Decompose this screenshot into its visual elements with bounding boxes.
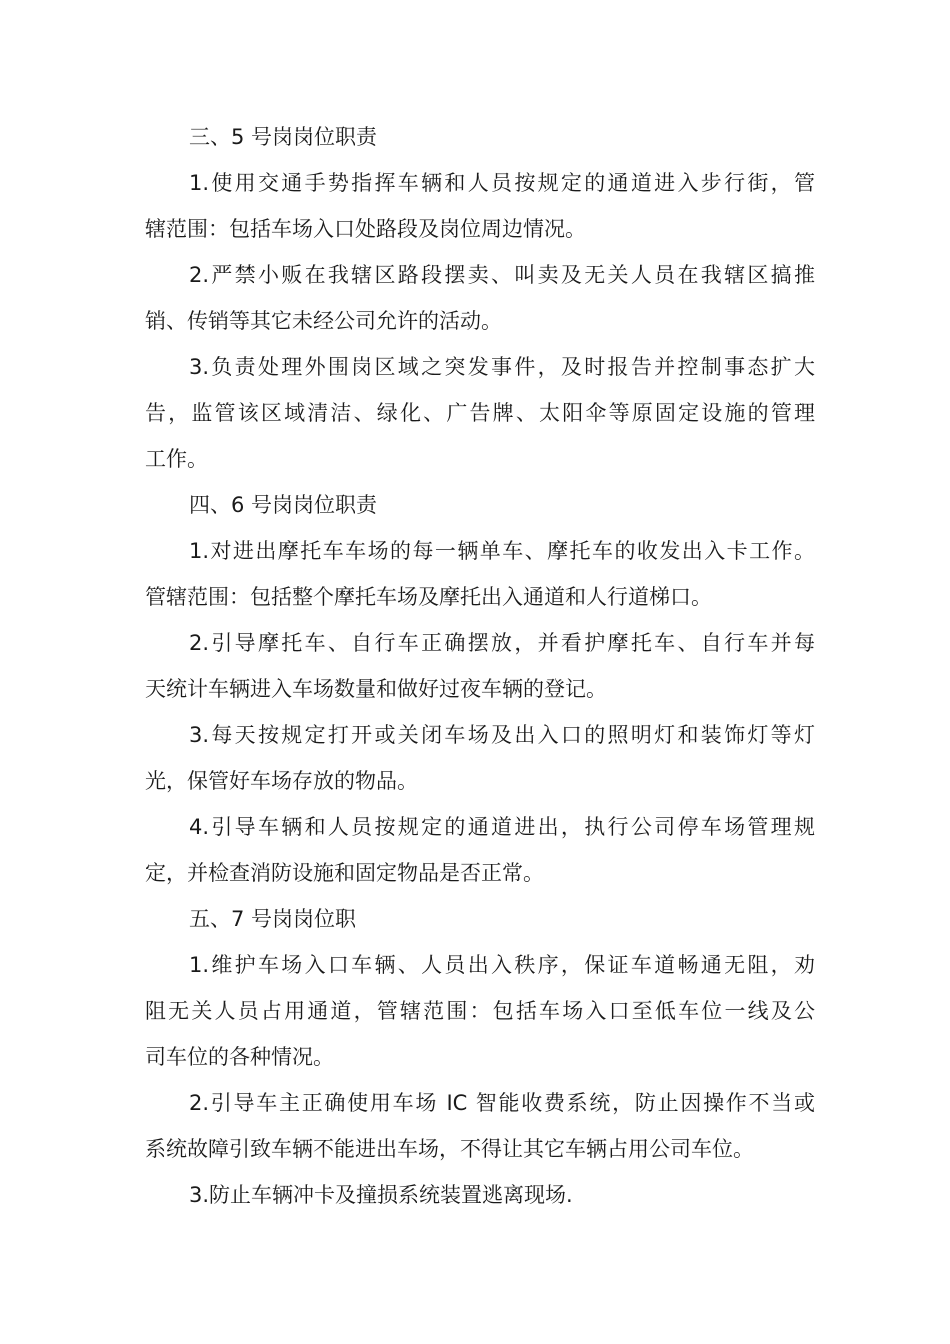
paragraph-line: 辖范围：包括车场入口处路段及岗位周边情况。 bbox=[145, 217, 586, 241]
paragraph-line: 3.负责处理外围岗区域之突发事件，及时报告并控制事态扩大 bbox=[189, 355, 815, 379]
document-body bbox=[145, 114, 815, 1218]
paragraph-line: 4.引导车辆和人员按规定的通道进出，执行公司停车场管理规 bbox=[189, 815, 815, 839]
paragraph-line: 2.严禁小贩在我辖区路段摆卖、叫卖及无关人员在我辖区搞推 bbox=[189, 263, 815, 287]
paragraph-line: 系统故障引致车辆不能进出车场，不得让其它车辆占用公司车位。 bbox=[145, 1137, 754, 1161]
paragraph-line: 告，监管该区域清洁、绿化、广告牌、太阳伞等原固定设施的管理 bbox=[145, 401, 815, 425]
paragraph-line: 1.维护车场入口车辆、人员出入秩序，保证车道畅通无阻，劝 bbox=[189, 953, 815, 977]
paragraph-line: 定，并检查消防设施和固定物品是否正常。 bbox=[145, 861, 544, 885]
paragraph-line: 3.每天按规定打开或关闭车场及出入口的照明灯和装饰灯等灯 bbox=[189, 723, 815, 747]
paragraph-line: 2.引导车主正确使用车场 IC 智能收费系统，防止因操作不当或 bbox=[189, 1091, 815, 1115]
paragraph-line: 光，保管好车场存放的物品。 bbox=[145, 769, 418, 793]
section-heading: 四、6 号岗岗位职责 bbox=[189, 493, 378, 517]
paragraph-line: 管辖范围：包括整个摩托车场及摩托出入通道和人行道梯口。 bbox=[145, 585, 712, 609]
paragraph-line: 工作。 bbox=[145, 447, 208, 471]
paragraph-line: 销、传销等其它未经公司允许的活动。 bbox=[145, 309, 502, 333]
section-heading: 五、7 号岗岗位职 bbox=[189, 907, 357, 931]
paragraph-line: 阻无关人员占用通道，管辖范围：包括车场入口至低车位一线及公 bbox=[145, 999, 815, 1023]
paragraph-line: 3.防止车辆冲卡及撞损系统装置逃离现场. bbox=[189, 1183, 573, 1207]
section-heading: 三、5 号岗岗位职责 bbox=[189, 125, 378, 149]
paragraph-line: 1.对进出摩托车车场的每一辆单车、摩托车的收发出入卡工作。 bbox=[189, 539, 815, 563]
paragraph-line: 天统计车辆进入车场数量和做好过夜车辆的登记。 bbox=[145, 677, 607, 701]
paragraph-line: 2.引导摩托车、自行车正确摆放，并看护摩托车、自行车并每 bbox=[189, 631, 815, 655]
paragraph-line: 1.使用交通手势指挥车辆和人员按规定的通道进入步行街，管 bbox=[189, 171, 815, 195]
paragraph-line: 司车位的各种情况。 bbox=[145, 1045, 334, 1069]
